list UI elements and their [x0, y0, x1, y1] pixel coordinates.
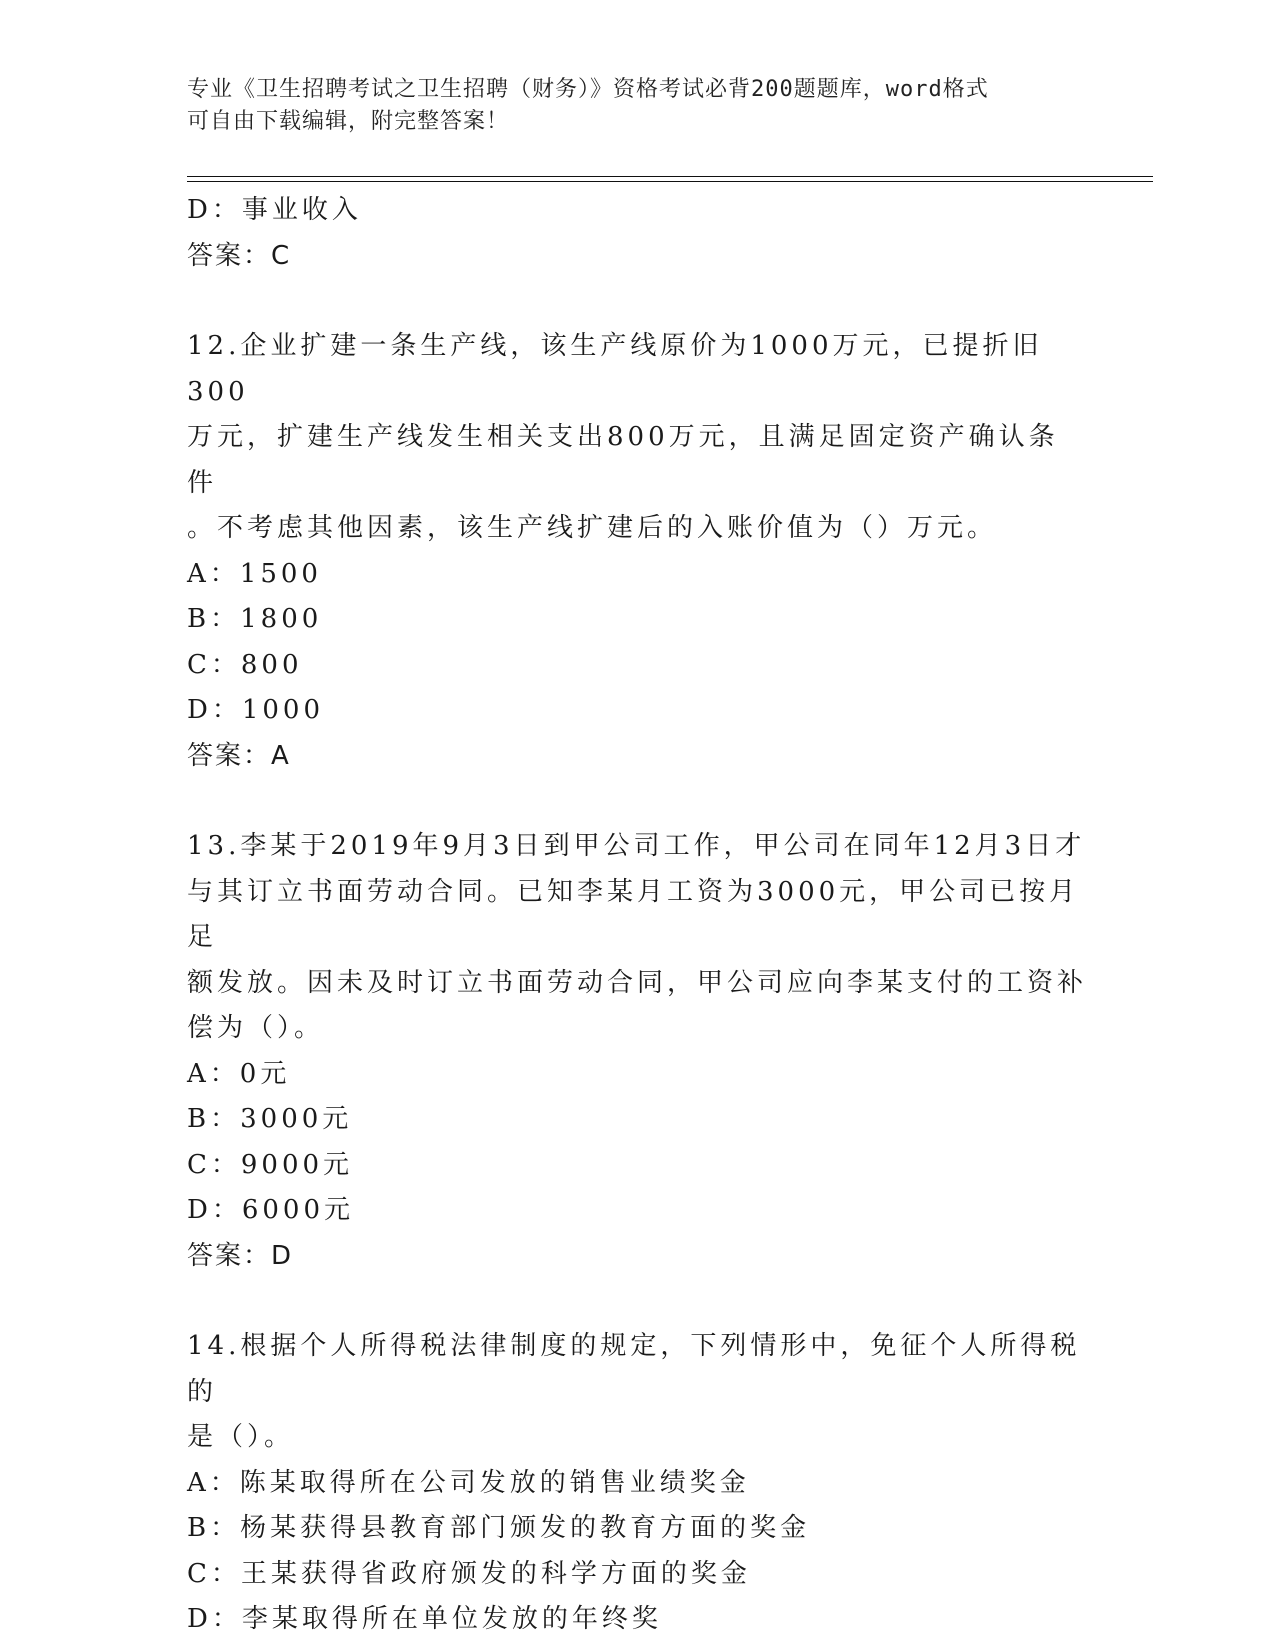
option-d: D：6000元: [187, 1195, 355, 1225]
header-line-2: 可自由下载编辑，附完整答案！: [187, 109, 510, 134]
option-a: A：陈某取得所在公司发放的销售业绩奖金: [187, 1467, 750, 1498]
stem-line: 14.根据个人所得税法律制度的规定，下列情形中，免征个人所得税的: [187, 1331, 1081, 1407]
option-d: D：1000: [187, 695, 325, 725]
option-c: C：9000元: [187, 1149, 354, 1180]
document-header: [187, 74, 1067, 138]
question-stem: [187, 324, 1087, 552]
answer-line: 答案：D: [187, 1240, 294, 1271]
stem-line: 。不考虑其他因素，该生产线扩建后的入账价值为（）万元。: [187, 513, 998, 543]
question-stem: [187, 1324, 1087, 1461]
answer-line: 答案：C: [187, 240, 292, 271]
header-line-1: 专业《卫生招聘考试之卫生招聘（财务）》资格考试必背200题题库，word格式: [187, 77, 989, 102]
option-a: A：0元: [187, 1058, 291, 1089]
stem-line: 是（）。: [187, 1422, 295, 1452]
option-d: D：李某取得所在单位发放的年终奖: [187, 1604, 662, 1634]
stem-line: 额发放。因未及时订立书面劳动合同，甲公司应向李某支付的工资补: [187, 967, 1088, 998]
page-content: [187, 188, 1087, 1643]
carryover-block: [187, 188, 1087, 279]
stem-line: 12.企业扩建一条生产线，该生产线原价为1000万元，已提折旧300: [187, 331, 1043, 407]
option-b: B：3000元: [187, 1104, 353, 1134]
option-b: B：1800: [187, 604, 323, 634]
stem-line: 13.李某于2019年9月3日到甲公司工作，甲公司在同年12月3日才: [187, 831, 1086, 861]
option-c: C：王某获得省政府颁发的科学方面的奖金: [187, 1558, 751, 1589]
question-12: [187, 324, 1087, 779]
question-stem: [187, 824, 1087, 1052]
option-a: A：1500: [187, 558, 322, 589]
option-d: D：事业收入: [187, 195, 362, 225]
header-divider-bottom: [187, 181, 1153, 182]
option-b: B：杨某获得县教育部门颁发的教育方面的奖金: [187, 1513, 811, 1543]
question-13: [187, 824, 1087, 1279]
option-c: C：800: [187, 649, 303, 680]
header-divider-top: [187, 176, 1153, 177]
question-14: [187, 1324, 1087, 1643]
stem-line: 偿为（）。: [187, 1013, 325, 1043]
stem-line: 万元，扩建生产线发生相关支出800万元，且满足固定资产确认条件: [187, 422, 1059, 498]
stem-line: 与其订立书面劳动合同。已知李某月工资为3000元，甲公司已按月足: [187, 876, 1080, 952]
answer-line: 答案：A: [187, 740, 291, 771]
